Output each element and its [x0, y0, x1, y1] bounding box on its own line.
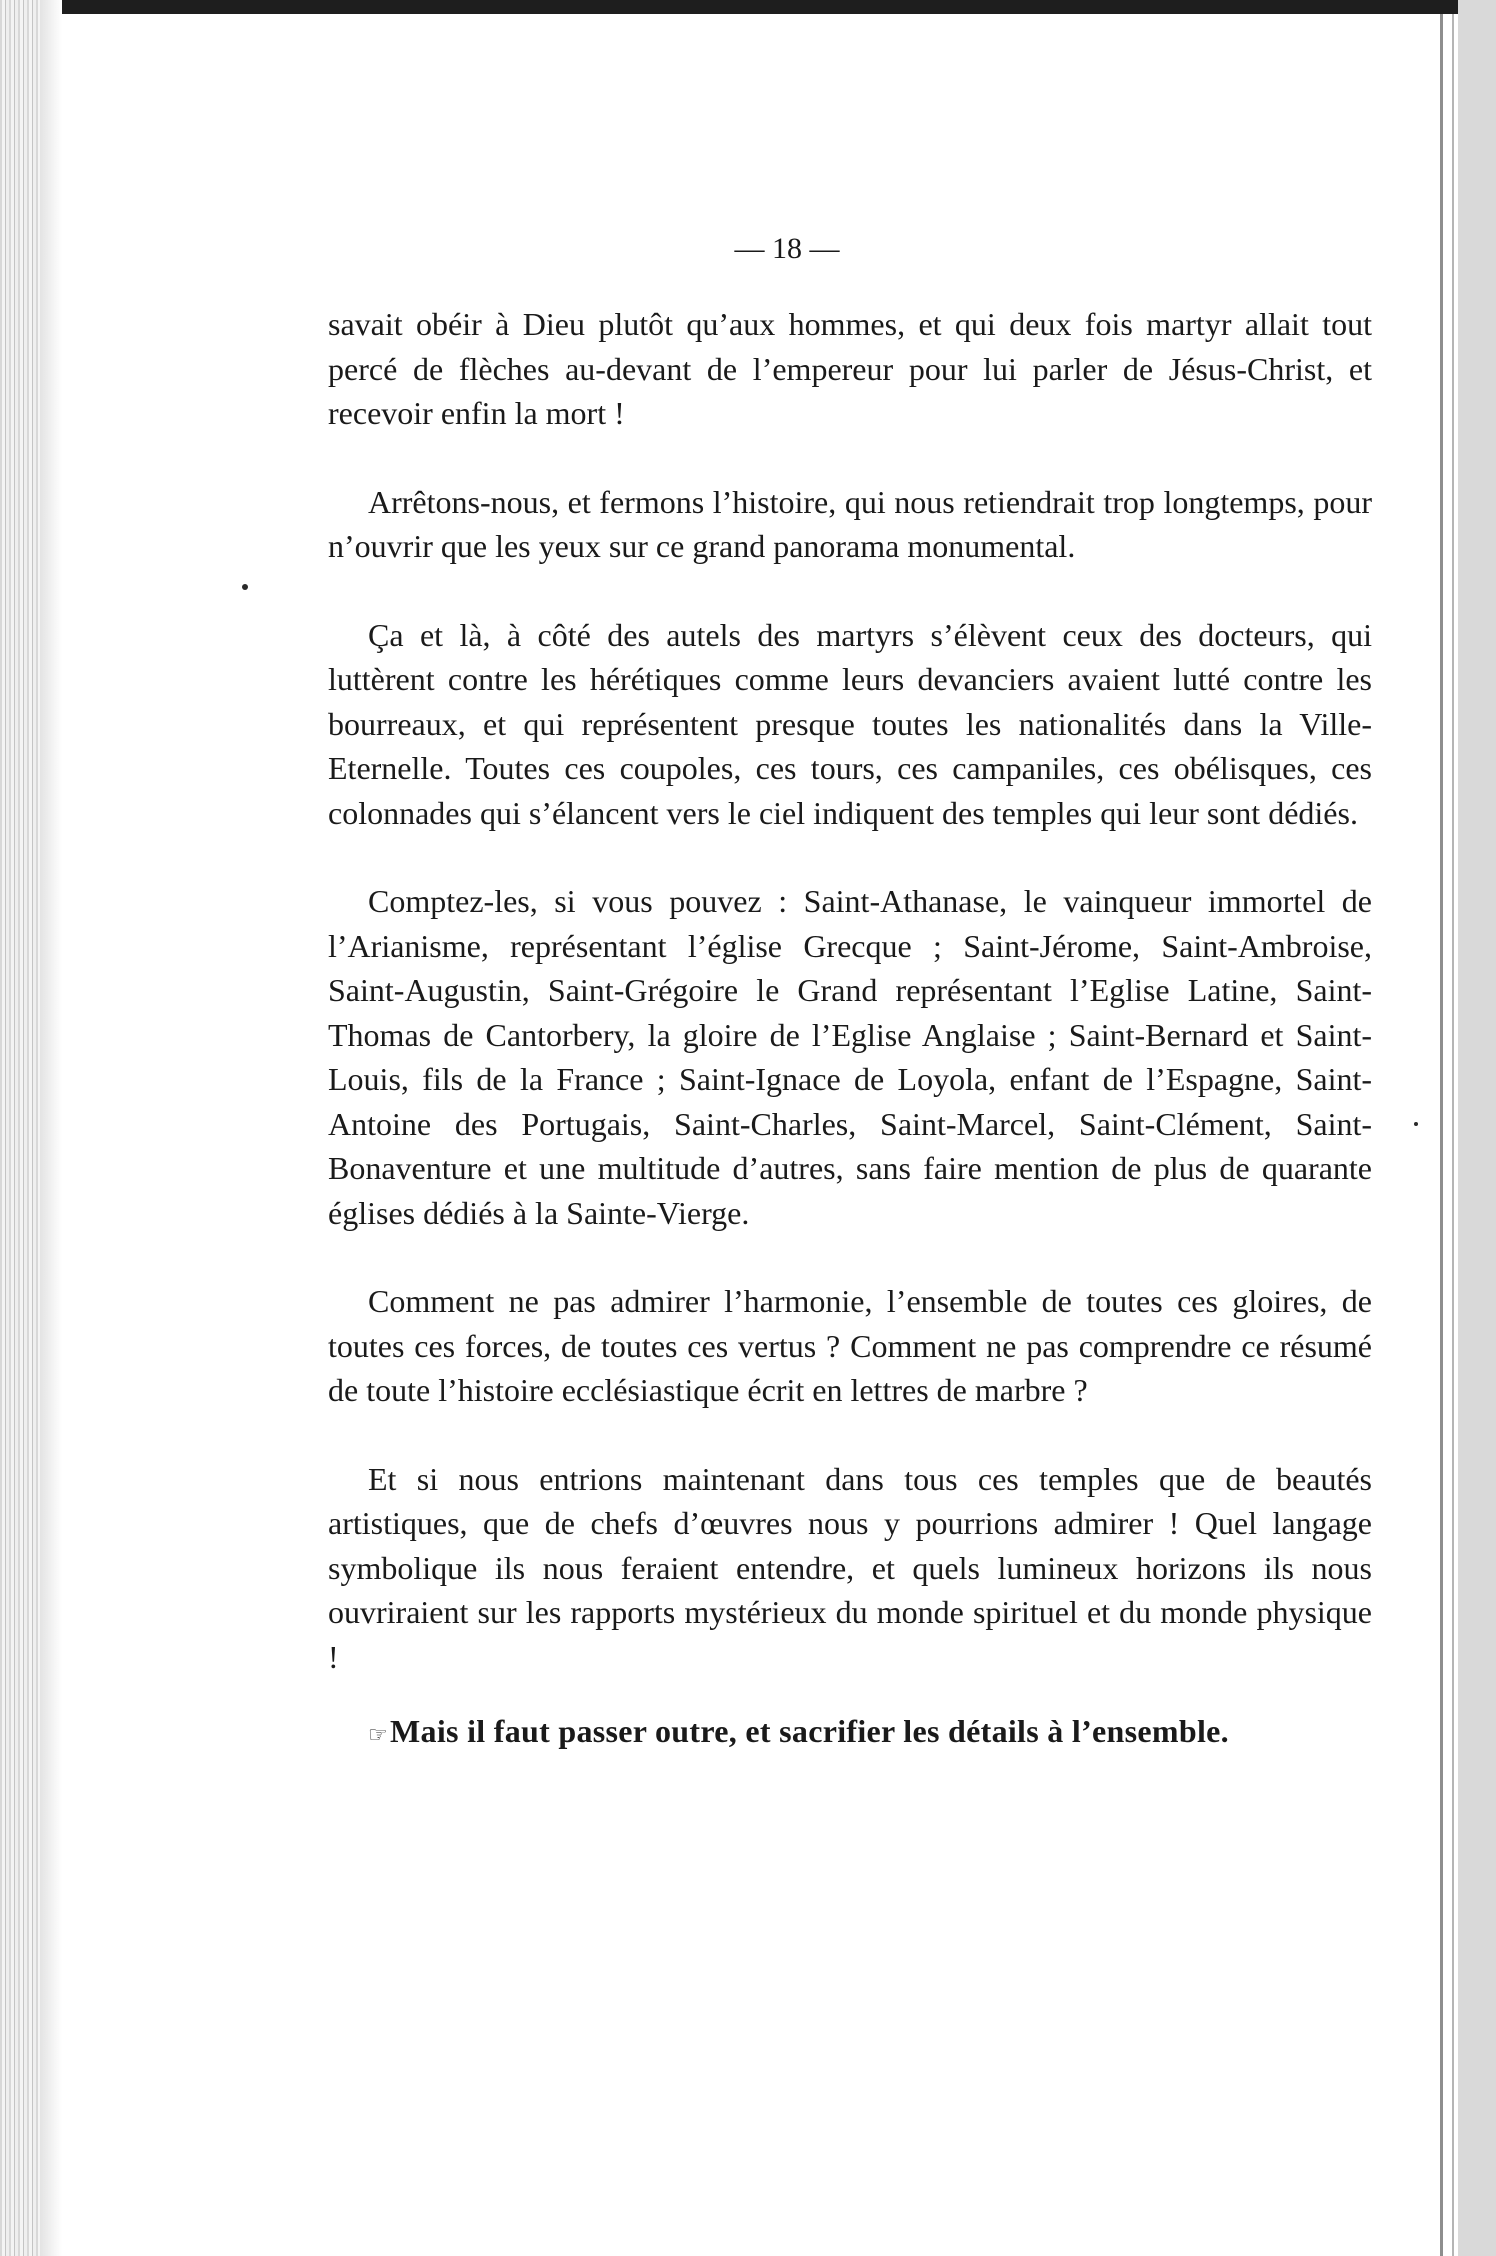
- scan-top-border: [0, 0, 1496, 14]
- paragraph: Arrêtons-nous, et fermons l’histoire, qui nous retiendrait trop longtemps, pour n’ouvrir que les yeux sur ce grand panorama monumental.: [328, 483, 1372, 564]
- paragraph: savait obéir à Dieu plutôt qu’aux hommes, et qui deux fois martyr allait tout percé de flèches au-devant de l’empereur pour lui parler de Jésus-Christ, et recevoir enfin la mort !: [328, 306, 1372, 431]
- binding-shadow: [40, 0, 62, 2256]
- paragraph: Et si nous entrions maintenant dans tous ces temples que de beautés artistiques, que de chefs d’œuvres nous y pourrions admirer ! Quel langage symbolique ils nous feraient entendre, et quels lumineux horizons ils nous ouvriraient sur les rapports mystérieux du monde spirituel et du monde physique !: [328, 1460, 1372, 1675]
- pointing-hand-icon: ☞: [368, 1723, 389, 1748]
- closing-line: [328, 1709, 1372, 1759]
- stray-ink-dot: [242, 584, 248, 590]
- paragraph: Ça et là, à côté des autels des martyrs s’élèvent ceux des docteurs, qui luttèrent contre les hérétiques comme leurs devanciers avaient lutté contre les bourreaux, et qui représentent presque toutes les nationalités dans la Ville-Eternelle. Toutes ces coupoles, ces tours, ces campaniles, ces obélisques, ces colonnades qui s’élancent vers le ciel indiquent des temples qui leur sont dédiés.: [328, 616, 1372, 831]
- stray-ink-dot: [1414, 1122, 1418, 1126]
- cover-edge: [1458, 0, 1496, 2256]
- cover-edge-line: [1452, 14, 1454, 2256]
- paragraph: Comment ne pas admirer l’harmonie, l’ensemble de toutes ces gloires, de toutes ces forces, de toutes ces vertus ? Comment ne pas comprendre ce résumé de toute l’histoire ecclésiastique écrit en lettres de marbre ?: [328, 1283, 1372, 1408]
- page-number: — 18 —: [734, 232, 840, 265]
- body-text: [328, 302, 1372, 1803]
- page-edge-line: [1440, 14, 1443, 2256]
- book-page: [62, 14, 1438, 2256]
- closing-line-text: Mais il faut passer outre, et sacrifier les détails à l’ensemble.: [390, 1713, 1229, 1749]
- paragraph: Comptez-les, si vous pouvez : Saint-Athanase, le vainqueur immortel de l’Arianisme, représentant l’église Grecque ; Saint-Jérome, Saint-Ambroise, Saint-Augustin, Saint-Grégoire le Grand représentant l’Eglise Latine, Saint-Thomas de Cantorbery, la gloire de l’Eglise Anglaise ; Saint-Bernard et Saint-Louis, fils de la France ; Saint-Ignace de Loyola, enfant de l’Espagne, Saint-Antoine des Portugais, Saint-Charles, Saint-Marcel, Saint-Clément, Saint-Bonaventure et une multitude d’autres, sans faire mention de plus de quarante églises dédiés à la Sainte-Vierge.: [328, 883, 1372, 1231]
